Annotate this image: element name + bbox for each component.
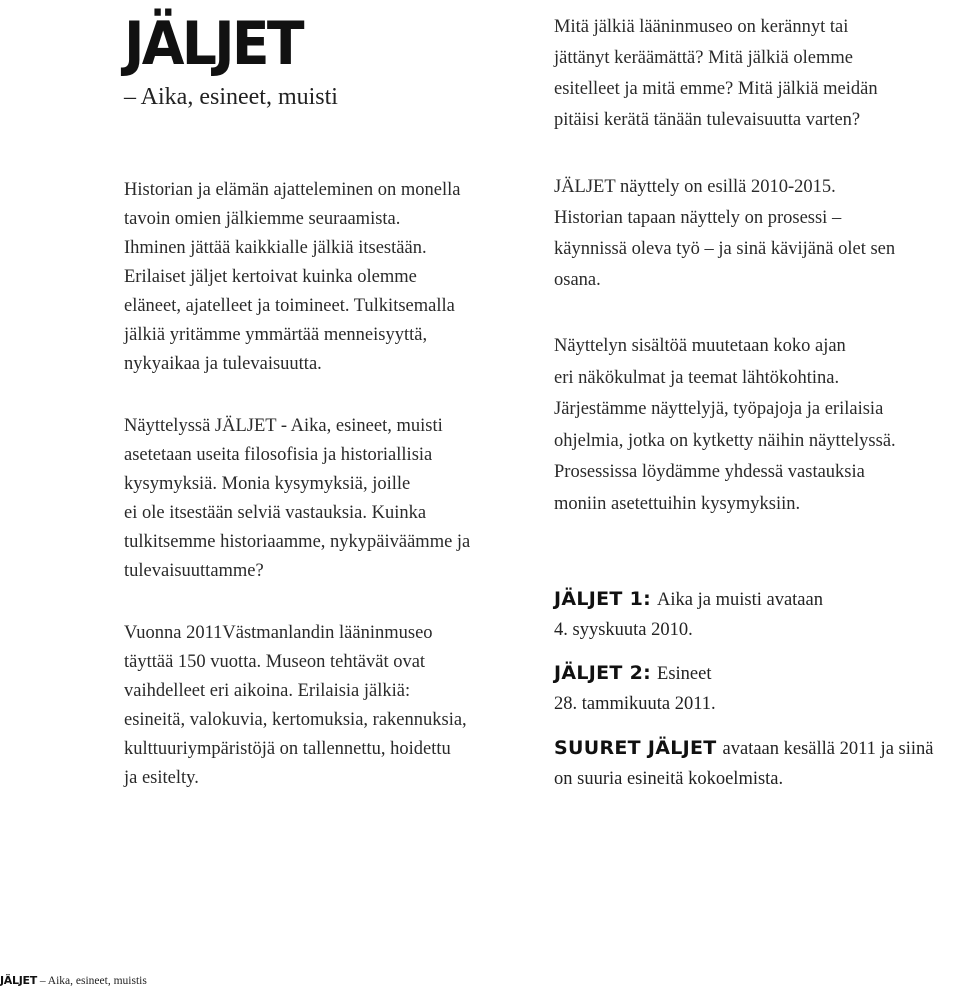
text-line: ohjelmia, jotka on kytketty näihin näyttelyssä.	[554, 430, 896, 451]
text-line: kulttuuriympäristöjä on tallennettu, hoidettu	[124, 739, 451, 759]
exhibit-2-tag: JÄLJET 2:	[554, 662, 652, 684]
exhibit-1-tag: JÄLJET 1:	[554, 588, 652, 610]
exhibit-2-text: Esineet	[657, 664, 712, 684]
questions-paragraph	[124, 412, 470, 586]
text-line: tulkitsemme historiaamme, nykypäiväämme ja	[124, 532, 471, 552]
suuret-text-2: on suuria esineitä kokoelmista.	[554, 769, 784, 789]
text-line: Mitä jälkiä lääninmuseo on kerännyt tai	[554, 17, 849, 37]
text-line: ei ole itsestään selviä vastauksia. Kuinka	[124, 503, 427, 523]
text-line: esineitä, valokuvia, kertomuksia, rakennuksia,	[124, 710, 467, 730]
text-line: moniin asetettuihin kysymyksiin.	[554, 493, 801, 514]
text-line: täyttää 150 vuotta. Museon tehtävät ovat	[124, 652, 426, 672]
suuret-text: avataan kesällä 2011 ja siinä	[722, 739, 934, 759]
intro-paragraph	[124, 176, 460, 379]
exhibit-suuret	[554, 733, 933, 794]
exhibition-period-paragraph	[554, 172, 895, 296]
suuret-tag: SUURET JÄLJET	[554, 737, 717, 759]
text-line: JÄLJET näyttely on esillä 2010-2015.	[554, 177, 836, 197]
text-line: jättänyt keräämättä? Mitä jälkiä olemme	[554, 48, 853, 68]
text-line: osana.	[554, 270, 601, 290]
exhibit-2-date: 28. tammikuuta 2011.	[554, 694, 716, 714]
text-line: Näyttelyssä JÄLJET - Aika, esineet, muisti	[124, 416, 443, 436]
page-title: JÄLJET	[124, 9, 302, 79]
text-line: Prosessissa löydämme yhdessä vastauksia	[554, 462, 865, 482]
text-line: kysymyksiä. Monia kysymyksiä, joille	[124, 474, 411, 494]
collection-questions-paragraph	[554, 12, 878, 136]
text-line: asetetaan useita filosofisia ja historiallisia	[124, 445, 433, 465]
text-line: Järjestämme näyttelyjä, työpajoja ja erilaisia	[554, 399, 884, 419]
footer-tag: JÄLJET	[0, 974, 37, 987]
content-changes-paragraph	[554, 331, 896, 520]
footer-text: – Aika, esineet, muistis	[36, 975, 147, 987]
text-line: Erilaiset jäljet kertoivat kuinka olemme	[124, 267, 417, 287]
text-line: tulevaisuuttamme?	[124, 561, 264, 581]
page-footer	[0, 974, 147, 987]
text-line: käynnissä oleva työ – ja sinä kävijänä olet sen	[554, 239, 896, 259]
museum-paragraph	[124, 619, 467, 793]
text-line: ja esitelty.	[124, 768, 199, 788]
text-line: eri näkökulmat ja teemat lähtökohtina.	[554, 367, 840, 388]
text-line: tavoin omien jälkiemme seuraamista.	[124, 209, 401, 229]
exhibit-2	[554, 658, 716, 719]
text-line: nykyaikaa ja tulevaisuutta.	[124, 354, 322, 374]
text-line: Historian ja elämän ajatteleminen on monella	[124, 180, 461, 200]
text-line: Näyttelyn sisältöä muutetaan koko ajan	[554, 336, 846, 356]
text-line: Ihminen jättää kaikkialle jälkiä itsestään.	[124, 238, 427, 258]
text-line: Vuonna 2011Västmanlandin lääninmuseo	[124, 623, 433, 643]
text-line: esitelleet ja mitä emme? Mitä jälkiä meidän	[554, 79, 878, 99]
text-line: pitäisi kerätä tänään tulevaisuutta varten?	[554, 110, 861, 130]
text-line: vaihdelleet eri aikoina. Erilaisia jälkiä:	[124, 681, 411, 701]
exhibit-1-date: 4. syyskuuta 2010.	[554, 620, 693, 640]
text-line: eläneet, ajatelleet ja toimineet. Tulkitsemalla	[124, 296, 455, 316]
text-line: jälkiä yritämme ymmärtää menneisyyttä,	[124, 325, 428, 345]
text-line: Historian tapaan näyttely on prosessi –	[554, 208, 842, 228]
page-subtitle: – Aika, esineet, muisti	[124, 84, 338, 110]
exhibit-1	[554, 584, 823, 645]
exhibit-1-text: Aika ja muisti avataan	[657, 590, 823, 610]
